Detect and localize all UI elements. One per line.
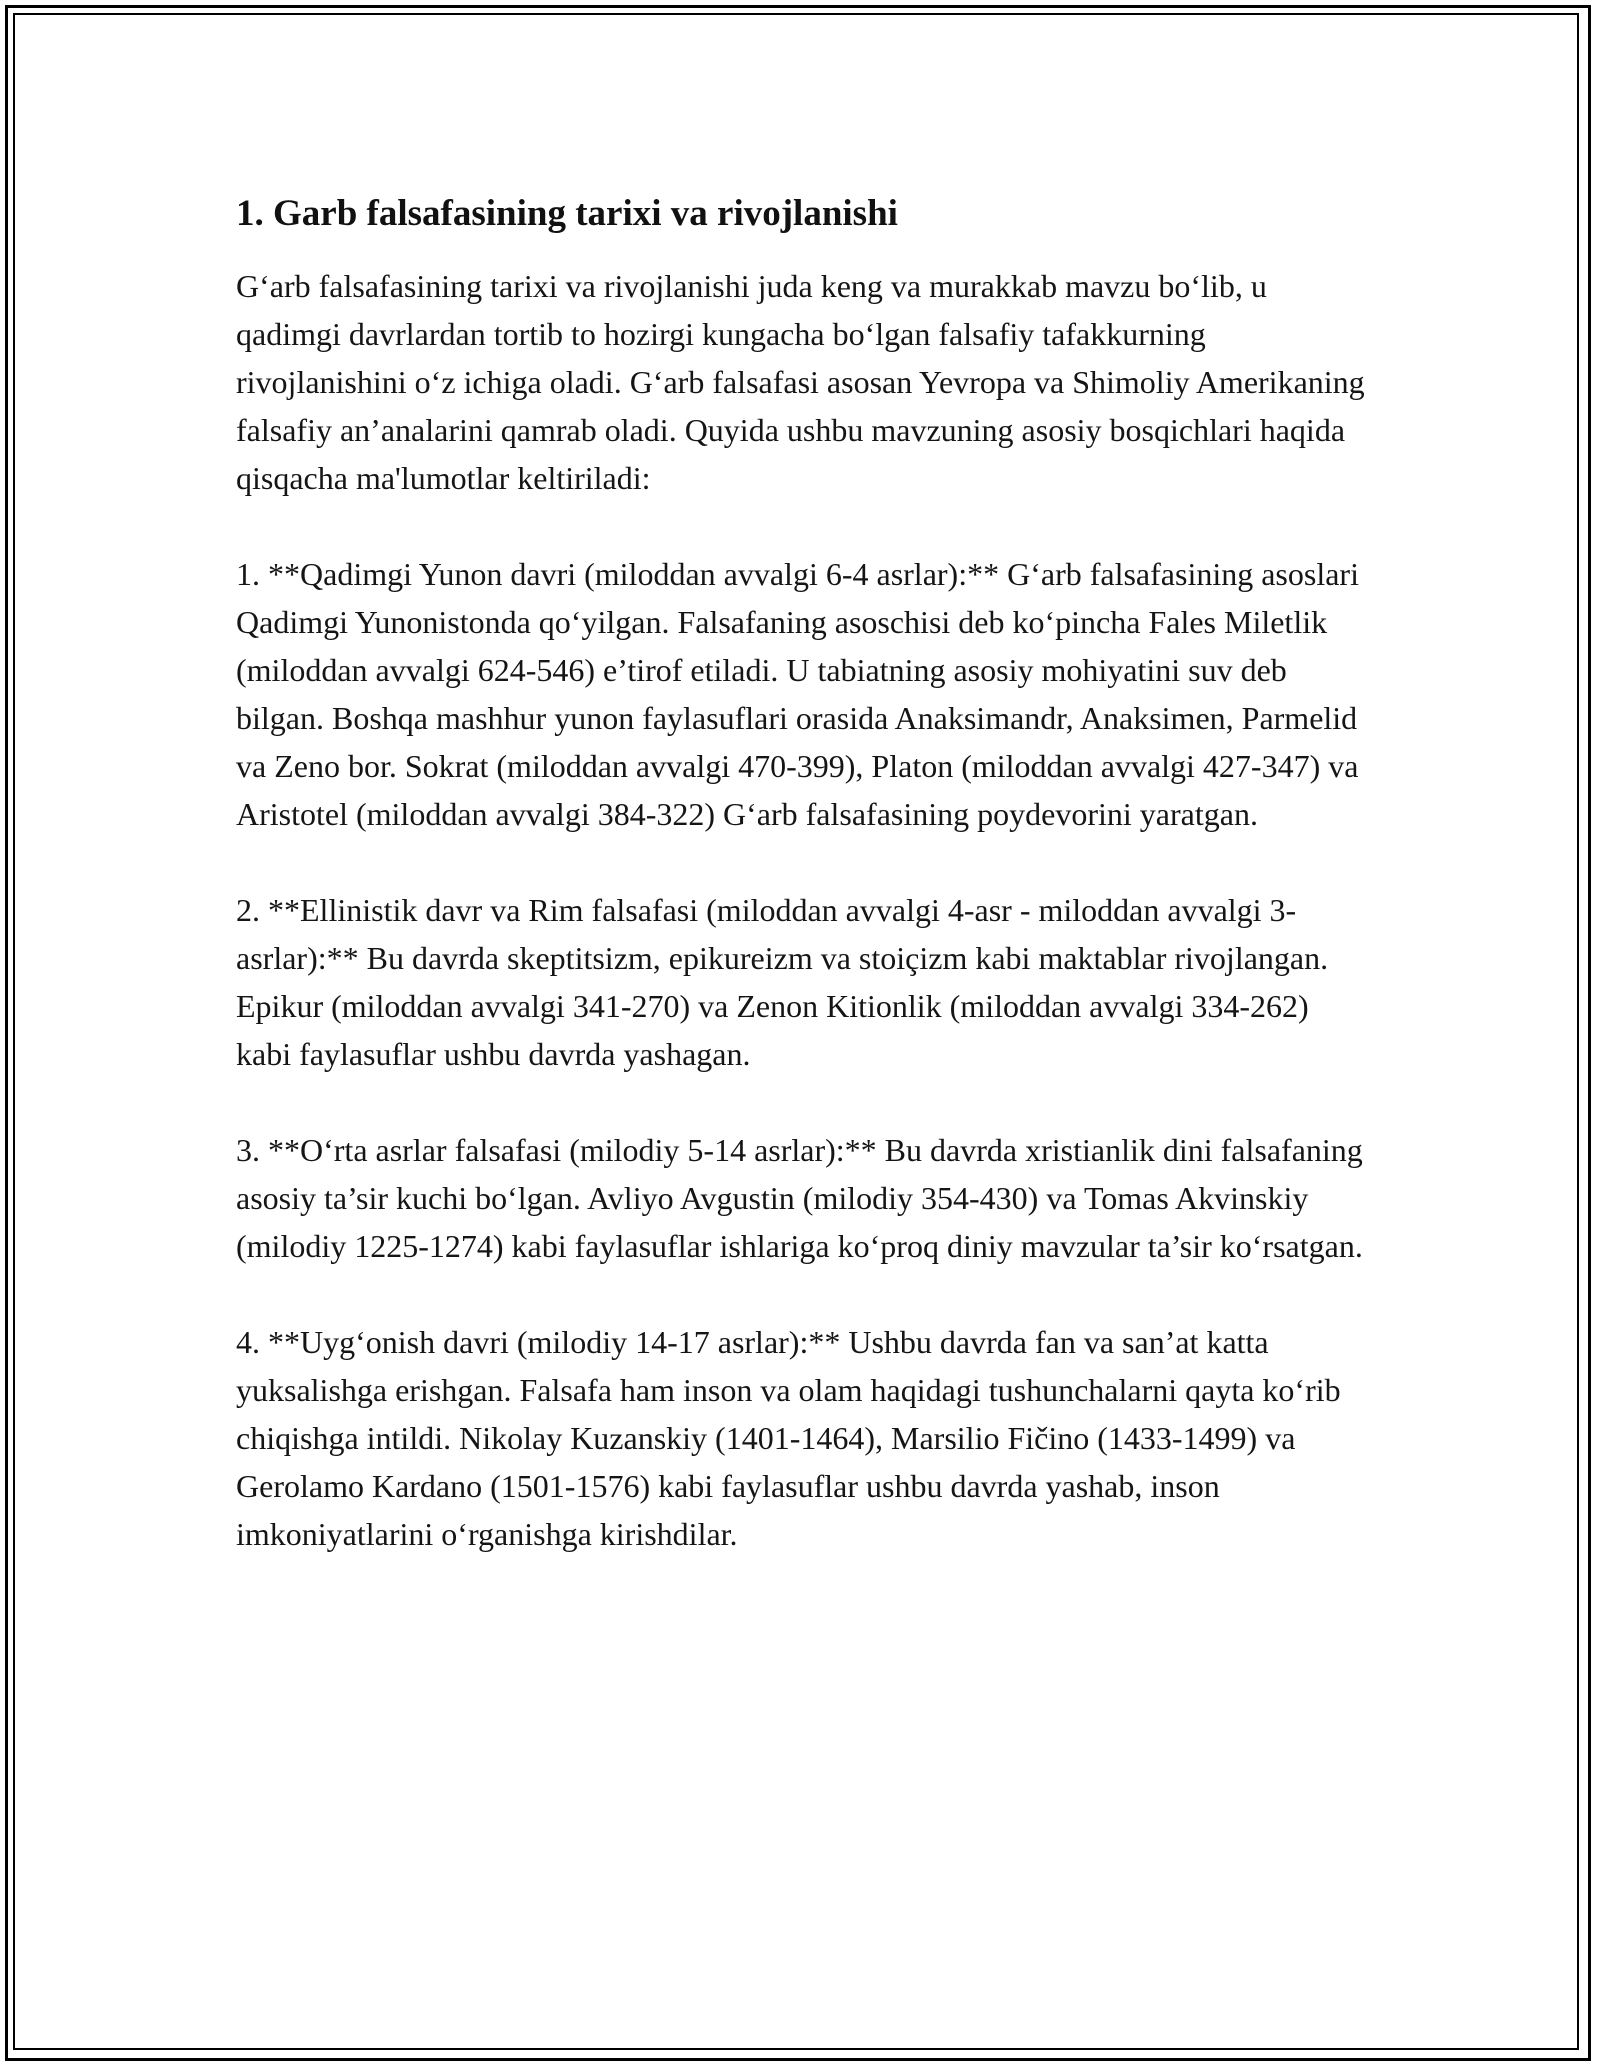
document-body	[236, 188, 1366, 1606]
intro-paragraph: G‘arb falsafasining tarixi va rivojlanishi juda keng va murakkab mavzu bo‘lib, u qadimgi davrlardan tortib to hozirgi kungacha bo‘lgan falsafiy tafakkurning rivojlanishini o‘z ichiga oladi. G‘arb falsafasi asosan Yevropa va Shimoliy Amerikaning falsafiy an’analarini qamrab oladi. Quyida ushbu mavzuning asosiy bosqichlari haqida qisqacha ma'lumotlar keltiriladi:	[236, 268, 1365, 496]
paragraph-renaissance: 4. **Uyg‘onish davri (milodiy 14-17 asrlar):** Ushbu davrda fan va san’at katta yuksalishga erishgan. Falsafa ham inson va olam haqidagi tushunchalarni qayta ko‘rib chiqishga intildi. Nikolay Kuzanskiy (1401-1464), Marsilio Fičino (1433-1499) va Gerolamo Kardano (1501-1576) kabi faylasuflar ushbu davrda yashab, inson imkoniyatlarini o‘rganishga kirishdilar.	[236, 1324, 1341, 1552]
paragraph-ancient-greek: 1. **Qadimgi Yunon davri (miloddan avvalgi 6-4 asrlar):** G‘arb falsafasining asoslari Qadimgi Yunonistonda qo‘yilgan. Falsafaning asoschisi deb ko‘pincha Fales Miletlik (miloddan avvalgi 624-546) e’tirof etiladi. U tabiatning asosiy mohiyatini suv deb bilgan. Boshqa mashhur yunon faylasuflari orasida Anaksimandr, Anaksimen, Parmelid va Zeno bor. Sokrat (miloddan avvalgi 470-399), Platon (miloddan avvalgi 427-347) va Aristotel (miloddan avvalgi 384-322) G‘arb falsafasining poydevorini yaratgan.	[236, 556, 1359, 832]
paragraph-hellenistic-roman: 2. **Ellinistik davr va Rim falsafasi (miloddan avvalgi 4-asr - miloddan avvalgi 3-asrlar):** Bu davrda skeptitsizm, epikureizm va stoiçizm kabi maktablar rivojlangan. Epikur (miloddan avvalgi 341-270) va Zenon Kitionlik (miloddan avvalgi 334-262) kabi faylasuflar ushbu davrda yashagan.	[236, 892, 1329, 1072]
paragraph-middle-ages: 3. **O‘rta asrlar falsafasi (milodiy 5-14 asrlar):** Bu davrda xristianlik dini falsafaning asosiy ta’sir kuchi bo‘lgan. Avliyo Avgustin (milodiy 354-430) va Tomas Akvinskiy (milodiy 1225-1274) kabi faylasuflar ishlariga ko‘proq diniy mavzular ta’sir ko‘rsatgan.	[236, 1132, 1363, 1264]
section-heading: 1. Garb falsafasining tarixi va rivojlanishi	[236, 193, 898, 234]
